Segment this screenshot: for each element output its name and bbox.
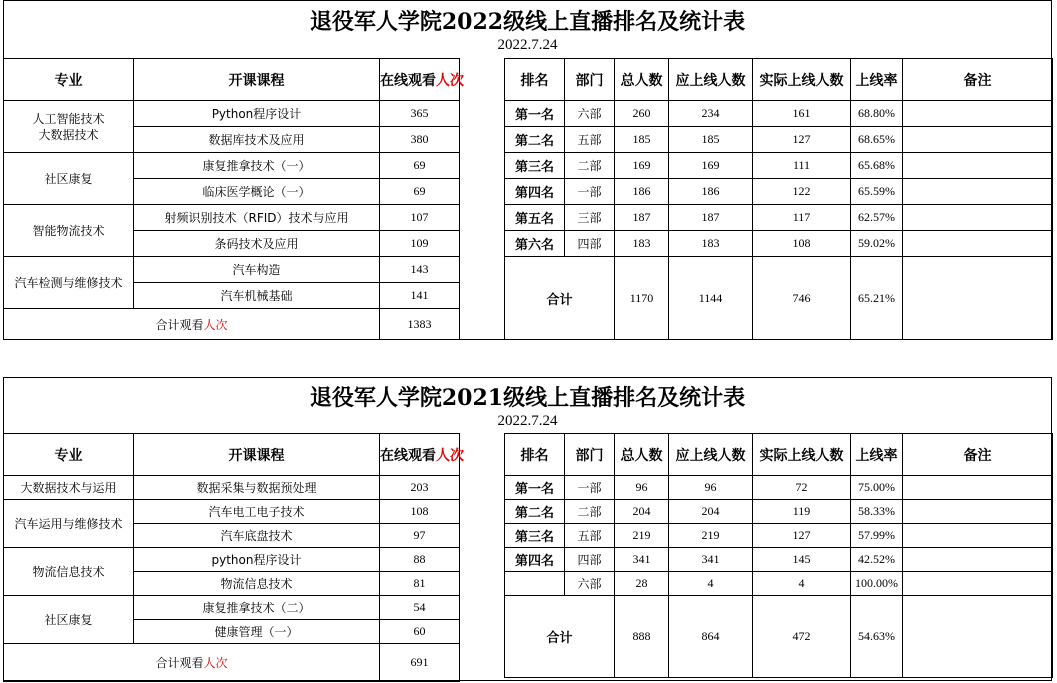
sum-label: 合计 (505, 257, 615, 340)
header-note: 备注 (903, 59, 1053, 101)
table-row (505, 153, 1053, 179)
header-actual: 实际上线人数 (753, 59, 851, 101)
total-cell: 260 (615, 101, 669, 127)
course-cell: python程序设计 (134, 548, 380, 572)
header-course: 开课课程 (134, 59, 380, 101)
rate-cell: 68.65% (851, 127, 903, 153)
header-expected: 应上线人数 (669, 434, 753, 476)
note-cell (903, 205, 1053, 231)
note-cell (903, 476, 1053, 500)
total-cell: 28 (615, 572, 669, 596)
report-date: 2022.7.24 (497, 413, 558, 429)
views-cell: 54 (380, 596, 460, 620)
major-cell: 社区康复 (4, 153, 134, 205)
rate-cell: 75.00% (851, 476, 903, 500)
rank-cell: 第一名 (505, 101, 565, 127)
total-cell: 341 (615, 548, 669, 572)
actual-cell: 122 (753, 179, 851, 205)
table-row (505, 179, 1053, 205)
major-cell: 汽车检测与维修技术 (4, 257, 134, 309)
report-title: 退役军人学院2022级线上直播排名及统计表 (309, 9, 746, 35)
rate-cell: 42.52% (851, 548, 903, 572)
course-cell: 汽车电工电子技术 (134, 500, 380, 524)
course-cell: 数据库技术及应用 (134, 127, 380, 153)
expected-cell: 219 (669, 524, 753, 548)
dept-cell: 四部 (565, 231, 615, 257)
report-title: 退役军人学院2021级线上直播排名及统计表 (309, 385, 746, 411)
course-views-table (3, 433, 464, 682)
rate-cell: 58.33% (851, 500, 903, 524)
course-cell: 物流信息技术 (134, 572, 380, 596)
views-cell: 380 (380, 127, 460, 153)
dept-cell: 五部 (565, 127, 615, 153)
header-expected: 应上线人数 (669, 59, 753, 101)
views-cell: 60 (380, 620, 460, 644)
actual-cell: 161 (753, 101, 851, 127)
rank-cell: 第二名 (505, 500, 565, 524)
table-row (505, 572, 1053, 596)
total-cell: 219 (615, 524, 669, 548)
report-date: 2022.7.24 (497, 37, 558, 53)
actual-cell: 4 (753, 572, 851, 596)
major-cell: 大数据技术与运用 (4, 476, 134, 500)
rank-cell: 第六名 (505, 231, 565, 257)
table-row (505, 231, 1053, 257)
ranking-table (504, 433, 1053, 678)
table-row (505, 205, 1053, 231)
rate-cell: 59.02% (851, 231, 903, 257)
rank-cell: 第三名 (505, 524, 565, 548)
total-cell: 204 (615, 500, 669, 524)
expected-cell: 169 (669, 153, 753, 179)
rate-cell: 62.57% (851, 205, 903, 231)
expected-cell: 187 (669, 205, 753, 231)
course-cell: 临床医学概论（一） (134, 179, 380, 205)
rate-cell: 68.80% (851, 101, 903, 127)
major-cell: 社区康复 (4, 596, 134, 644)
header-total: 总人数 (615, 59, 669, 101)
views-cell: 97 (380, 524, 460, 548)
note-cell (903, 179, 1053, 205)
course-cell: 数据采集与数据预处理 (134, 476, 380, 500)
actual-cell: 127 (753, 127, 851, 153)
total-cell: 186 (615, 179, 669, 205)
note-cell (903, 548, 1053, 572)
ranking-table (504, 58, 1053, 340)
note-cell (903, 153, 1053, 179)
note-cell (903, 127, 1053, 153)
views-cell: 108 (380, 500, 460, 524)
views-cell: 69 (380, 153, 460, 179)
header-rate: 上线率 (851, 59, 903, 101)
sum-actual: 746 (753, 257, 851, 340)
report-2021 (3, 377, 1052, 681)
table-row (505, 127, 1053, 153)
expected-cell: 185 (669, 127, 753, 153)
header-major: 专业 (4, 59, 134, 101)
actual-cell: 145 (753, 548, 851, 572)
course-cell: 健康管理（一） (134, 620, 380, 644)
dept-cell: 二部 (565, 153, 615, 179)
course-cell: 康复推拿技术（二） (134, 596, 380, 620)
dept-cell: 一部 (565, 476, 615, 500)
header-dept: 部门 (565, 59, 615, 101)
rank-cell (505, 572, 565, 596)
note-cell (903, 101, 1053, 127)
sum-total: 888 (615, 596, 669, 678)
major-cell: 物流信息技术 (4, 548, 134, 596)
header-rank: 排名 (505, 434, 565, 476)
sum-label: 合计 (505, 596, 615, 678)
rank-cell: 第二名 (505, 127, 565, 153)
views-cell: 69 (380, 179, 460, 205)
views-cell: 109 (380, 231, 460, 257)
sum-rate: 65.21% (851, 257, 903, 340)
dept-cell: 一部 (565, 179, 615, 205)
course-views-table (3, 58, 464, 340)
table-row (505, 500, 1053, 524)
expected-cell: 204 (669, 500, 753, 524)
dept-cell: 五部 (565, 524, 615, 548)
expected-cell: 4 (669, 572, 753, 596)
total-views-label: 合计观看人次 (4, 309, 380, 340)
actual-cell: 127 (753, 524, 851, 548)
header-dept: 部门 (565, 434, 615, 476)
actual-cell: 111 (753, 153, 851, 179)
note-cell (903, 524, 1053, 548)
course-cell: Python程序设计 (134, 101, 380, 127)
header-major: 专业 (4, 434, 134, 476)
actual-cell: 72 (753, 476, 851, 500)
sum-row (505, 257, 1053, 340)
header-views: 在线观看人次 (380, 59, 460, 101)
course-cell: 射频识别技术（RFID）技术与应用 (134, 205, 380, 231)
sum-expected: 864 (669, 596, 753, 678)
note-cell (903, 572, 1053, 596)
views-cell: 141 (380, 283, 460, 309)
actual-cell: 119 (753, 500, 851, 524)
total-views-label: 合计观看人次 (4, 644, 380, 682)
views-cell: 203 (380, 476, 460, 500)
actual-cell: 117 (753, 205, 851, 231)
sum-rate: 54.63% (851, 596, 903, 678)
expected-cell: 183 (669, 231, 753, 257)
major-cell: 智能物流技术 (4, 205, 134, 257)
sum-actual: 472 (753, 596, 851, 678)
note-cell (903, 596, 1053, 678)
total-cell: 185 (615, 127, 669, 153)
rate-cell: 100.00% (851, 572, 903, 596)
expected-cell: 234 (669, 101, 753, 127)
expected-cell: 96 (669, 476, 753, 500)
dept-cell: 六部 (565, 101, 615, 127)
table-row (505, 476, 1053, 500)
course-cell: 汽车底盘技术 (134, 524, 380, 548)
note-cell (903, 231, 1053, 257)
course-cell: 汽车机械基础 (134, 283, 380, 309)
course-cell: 汽车构造 (134, 257, 380, 283)
table-row (505, 524, 1053, 548)
major-cell: 汽车运用与维修技术 (4, 500, 134, 548)
table-row (505, 548, 1053, 572)
course-cell: 康复推拿技术（一） (134, 153, 380, 179)
rank-cell: 第四名 (505, 548, 565, 572)
rank-cell: 第四名 (505, 179, 565, 205)
total-views-value: 1383 (380, 309, 460, 340)
total-cell: 96 (615, 476, 669, 500)
expected-cell: 186 (669, 179, 753, 205)
sum-row (505, 596, 1053, 678)
dept-cell: 二部 (565, 500, 615, 524)
sum-expected: 1144 (669, 257, 753, 340)
rate-cell: 65.59% (851, 179, 903, 205)
rank-cell: 第一名 (505, 476, 565, 500)
views-cell: 88 (380, 548, 460, 572)
rate-cell: 57.99% (851, 524, 903, 548)
total-cell: 169 (615, 153, 669, 179)
total-views-value: 691 (380, 644, 460, 682)
header-rank: 排名 (505, 59, 565, 101)
dept-cell: 四部 (565, 548, 615, 572)
total-cell: 183 (615, 231, 669, 257)
dept-cell: 六部 (565, 572, 615, 596)
note-cell (903, 257, 1053, 340)
rank-cell: 第五名 (505, 205, 565, 231)
views-cell: 107 (380, 205, 460, 231)
header-actual: 实际上线人数 (753, 434, 851, 476)
views-cell: 143 (380, 257, 460, 283)
header-note: 备注 (903, 434, 1053, 476)
major-cell: 人工智能技术 大数据技术 (4, 101, 134, 153)
sum-total: 1170 (615, 257, 669, 340)
views-cell: 365 (380, 101, 460, 127)
dept-cell: 三部 (565, 205, 615, 231)
views-cell: 81 (380, 572, 460, 596)
course-cell: 条码技术及应用 (134, 231, 380, 257)
table-row (505, 101, 1053, 127)
expected-cell: 341 (669, 548, 753, 572)
header-course: 开课课程 (134, 434, 380, 476)
header-rate: 上线率 (851, 434, 903, 476)
header-views: 在线观看人次 (380, 434, 460, 476)
rank-cell: 第三名 (505, 153, 565, 179)
actual-cell: 108 (753, 231, 851, 257)
header-total: 总人数 (615, 434, 669, 476)
rate-cell: 65.68% (851, 153, 903, 179)
note-cell (903, 500, 1053, 524)
report-2022 (3, 0, 1052, 340)
total-cell: 187 (615, 205, 669, 231)
